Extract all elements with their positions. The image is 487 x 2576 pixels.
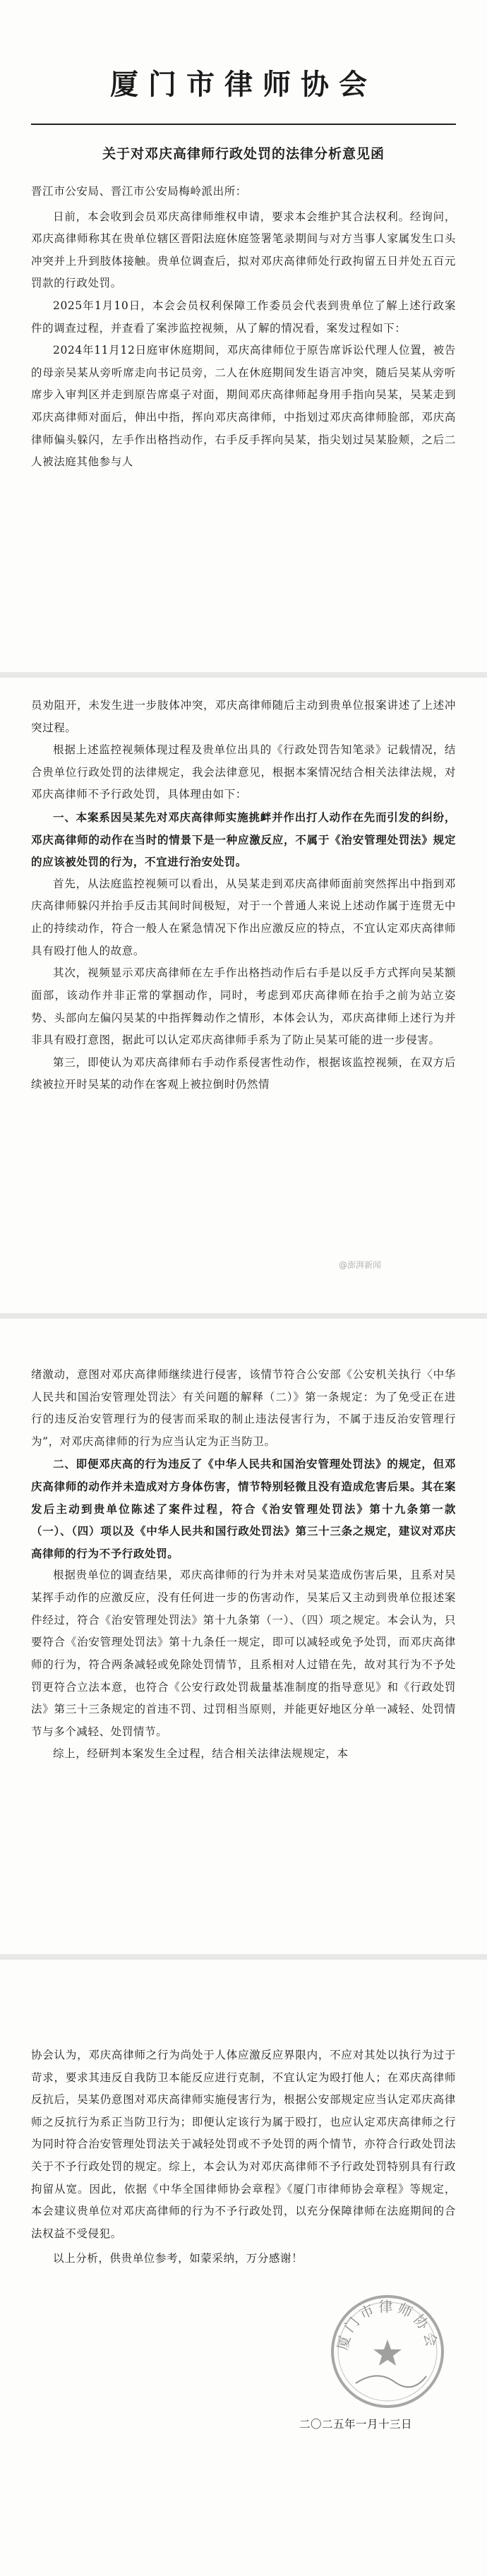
section-heading-1: 一、本案系因吴某先对邓庆高律师实施挑衅并作出打人动作在先而引发的纠纷，邓庆高律师的动作在当时的情景下是一种应激反应，不属于《治安管理处罚法》规定的应该被处罚的行为，不宜进行治安处罚。	[31, 810, 456, 869]
document-page-2	[0, 678, 487, 1313]
paragraph: 其次，视频显示邓庆高律师在左手作出格挡动作后右手是以反手方式挥向吴某额面部，该动作并非正常的掌掴动作，同时，考虑到邓庆高律师在抬手之前为站立姿势、头部向左偏闪吴某的中指挥舞动作之情形，本体会认为，邓庆高律师上述行为并非具有殴打意图，据此可以认定邓庆高律师手系为了防止吴某可能的进一步侵害。	[31, 966, 456, 1047]
header-rule	[31, 124, 456, 125]
paragraph: 协会认为，邓庆高律师之行为尚处于人体应激反应界限内，不应对其处以执行为过于苛求，要求其违反自我防卫本能反应进行克制，不宜认定为殴打他人；在邓庆高律师反抗后，吴某仍意图对邓庆高律师实施侵害行为，根据公安部规定应当认定邓庆高律师之反抗行为系正当防卫行为；即便认定该行为属于殴打，也应认定邓庆高律师之行为同时符合治安管理处罚法关于减轻处罚或不予处罚的两个情节，亦符合行政处罚法关于不予行政处罚的规定。综上，本会认为对邓庆高律师不予行政处罚特别具有行政拘留从宽。因此，依据《中华全国律师协会章程》《厦门市律师协会章程》等规定，本会建议贵单位对邓庆高律师的行为不予行政处罚，以充分保障律师在法庭期间的合法权益不受侵犯。	[31, 2049, 456, 2240]
paragraph: 第三，即使认为邓庆高律师右手动作系侵害性动作，根据该监控视频，在双方后续被拉开时吴某的动作在客观上被拉倒时仍然情	[31, 1055, 456, 1091]
paragraph: 日前，本会收到会员邓庆高律师维权申请，要求本会维护其合法权利。经询问，邓庆高律师称其在贵单位辖区晋阳法庭休庭签署笔录期间与对方当事人家属发生口头冲突并上升到肢体接触。贵单位调查后，拟对邓庆高律师处行政拘留五日并处五百元罚款的行政处罚。	[31, 210, 456, 290]
document-title: 关于对邓庆高律师行政处罚的法律分析意见函	[102, 146, 385, 162]
org-header: 厦门市律师协会	[110, 68, 377, 101]
svg-text:厦门市律师协会: 厦门市律师协会	[334, 2298, 441, 2352]
addressee: 晋江市公安局、晋江市公安局梅岭派出所：	[31, 185, 247, 198]
closing-line: 以上分析，供贵单位参考，如蒙采纳，万分感谢！	[53, 2252, 303, 2265]
paragraph: 绪激动，意图对邓庆高律师继续进行侵害，该情节符合公安部《公安机关执行〈中华人民共和国治安管理处罚法〉有关问题的解释（二）》第一条规定：为了免受正在进行的违反治安管理行为的侵害而采取的制止违法侵害行为，不属于违反治安管理行为”，对邓庆高律师的行为应当认定为正当防卫。	[31, 1368, 456, 1448]
watermark: @澎湃新闻	[338, 1260, 381, 1270]
document-page-4	[0, 1960, 487, 2576]
paragraph: 首先，从法庭监控视频可以看出，从吴某走到邓庆高律师面前突然挥出中指到邓庆高律师躲闪并抬手反击其间时间极短，对于一个普通人来说上述动作属于连贯无中止的持续动作，符合一般人在紧急情况下作出应激反应的特点，不宜认定邓庆高律师具有殴打他人的故意。	[31, 877, 456, 957]
section-heading-2: 二、即便邓庆高的行为违反了《中华人民共和国治安管理处罚法》的规定，但邓庆高律师的动作并未造成对方身体伤害，情节特别轻微且没有造成危害后果。其在案发后主动到贵单位陈述了案件过程，符合《治安管理处罚法》第十九条第一款（一）、（四）项以及《中华人民共和国行政处罚法》第三十三条之规定，建议对邓庆高律师的行为不予行政处罚。	[31, 1457, 456, 1560]
paragraph: 2024年11月12日庭审休庭期间，邓庆高律师位于原告席诉讼代理人位置，被告的母亲吴某从旁听席走向书记员旁，二人在休庭期间发生语言冲突，随后吴某从旁听席步入审判区并走到原告席桌子对面，期间邓庆高律师起身用手指向吴某，吴某走到邓庆高律师对面后，伸出中指，挥向邓庆高律师，中指划过邓庆高律师脸部，邓庆高律师偏头躲闪，左手作出格挡动作，右手反手挥向吴某，指尖划过吴某脸颊，之后二人被法庭其他参与人	[31, 344, 456, 469]
paragraph: 根据上述监控视频体现过程及贵单位出具的《行政处罚告知笔录》记载情况，结合贵单位行政处罚的法律规定，我会法律意见，根据本案情况结合相关法律法规，对邓庆高律师不予行政处罚，具体理由如下：	[31, 743, 456, 801]
document-page-3	[0, 1319, 487, 1954]
signature-block	[31, 2292, 456, 2440]
document-page-1	[0, 0, 487, 672]
paragraph: 根据贵单位的调查结果，邓庆高律师的行为并未对吴某造成伤害后果，且系对吴某挥手动作的应激反应，没有任何进一步的伤害动作，吴某后又主动到贵单位报述案件经过，符合《治安管理处罚法》第十九条第（一）、（四）项之规定。本会认为，只要符合《治安管理处罚法》第十九条任一规定，即可以减轻或免予处罚，而邓庆高律师的行为，符合两条减轻或免除处罚情节，且系相对人过错在先，故对其行为不予处罚更符合立法本意，也符合《公安行政处罚裁量基准制度的指导意见》和《行政处罚法》第三十三条规定的首违不罚、过罚相当原则，并能更好地区分单一减轻、处罚情节与多个减轻、处罚情节。	[31, 1569, 456, 1738]
paragraph: 2025年1月10日，本会会员权利保障工作委员会代表到贵单位了解上述行政案件的调查过程，并查看了案涉监控视频，从了解的情况看，案发过程如下：	[31, 299, 456, 335]
paragraph: 员劝阻开，未发生进一步肢体冲突，邓庆高律师随后主动到贵单位报案讲述了上述冲突过程。	[31, 699, 456, 734]
paragraph: 综上，经研判本案发生全过程，结合相关法律法规规定，本	[53, 1747, 349, 1761]
issue-date: 二〇二五年一月十三日	[299, 2418, 413, 2431]
official-seal-icon	[327, 2292, 447, 2412]
